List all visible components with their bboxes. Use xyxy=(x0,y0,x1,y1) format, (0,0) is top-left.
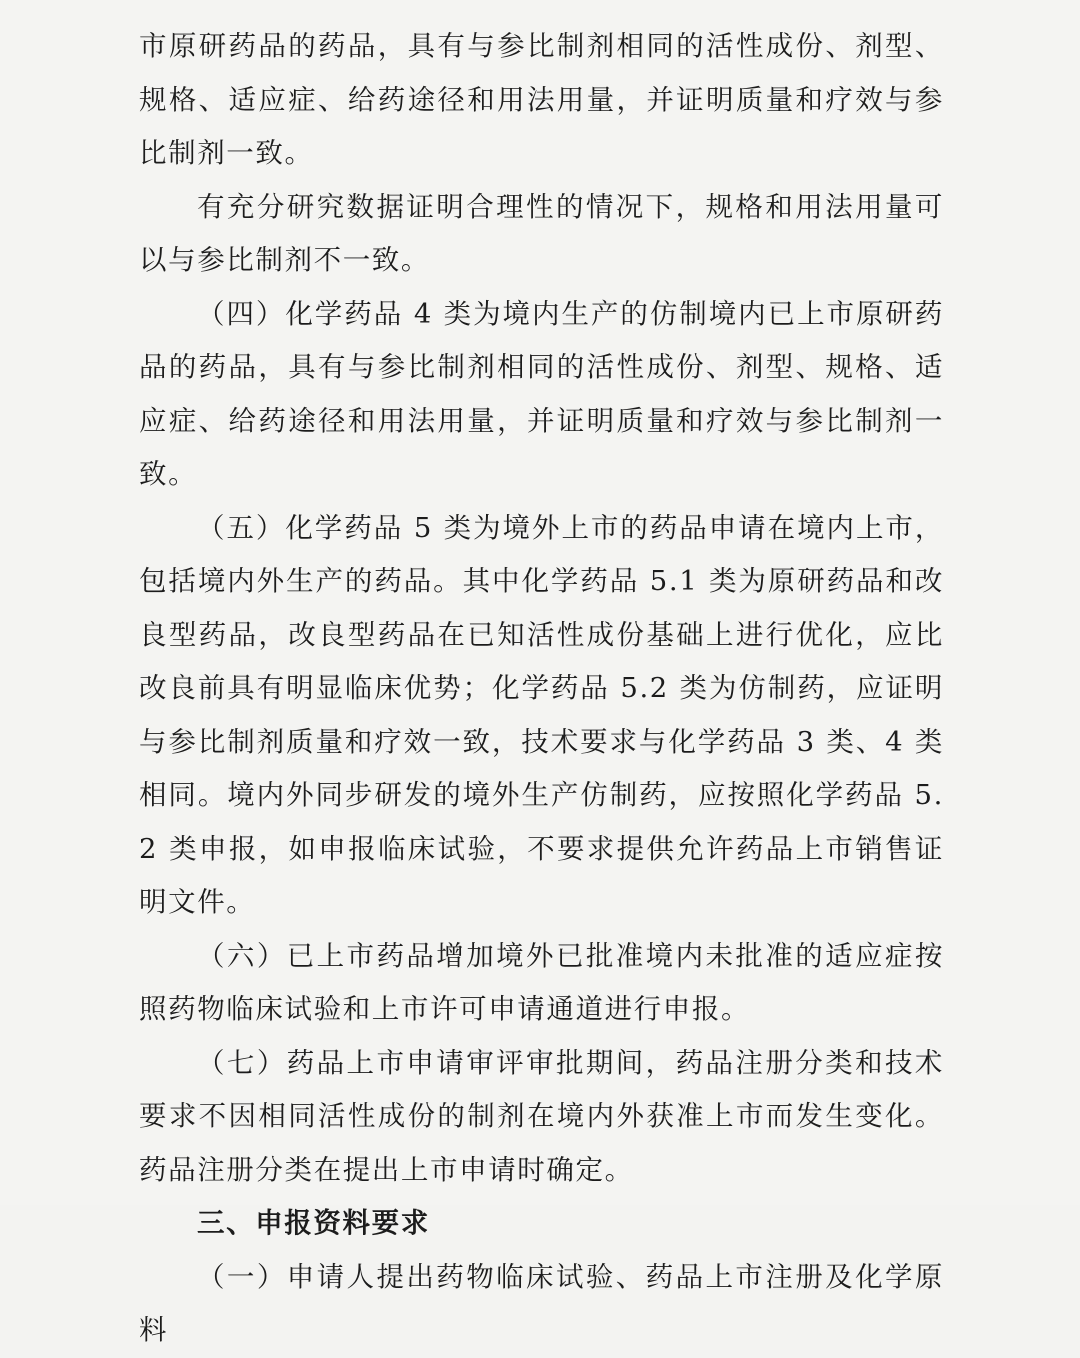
document-body xyxy=(139,20,944,1358)
section-heading: 三、申报资料要求 xyxy=(197,1207,430,1239)
paragraph-item-seven: （七）药品上市申请审评审批期间，药品注册分类和技术要求不因相同活性成份的制剂在境内外获准上市而发生变化。药品注册分类在提出上市申请时确定。 xyxy=(139,1046,944,1186)
paragraph-item-one: （一）申请人提出药物临床试验、药品上市注册及化学原料 xyxy=(139,1260,944,1346)
paragraph-item-four: （四）化学药品 4 类为境内生产的仿制境内已上市原研药品的药品，具有与参比制剂相同的活性成份、剂型、规格、适应症、给药途径和用法用量，并证明质量和疗效与参比制剂一致。 xyxy=(139,297,944,490)
paragraph-reasonable: 有充分研究数据证明合理性的情况下，规格和用法用量可以与参比制剂不一致。 xyxy=(139,190,944,276)
paragraph-item-six: （六）已上市药品增加境外已批准境内未批准的适应症按照药物临床试验和上市许可申请通道进行申报。 xyxy=(139,939,944,1025)
paragraph-continued: 市原研药品的药品，具有与参比制剂相同的活性成份、剂型、规格、适应症、给药途径和用法用量，并证明质量和疗效与参比制剂一致。 xyxy=(139,30,944,169)
paragraph-item-five: （五）化学药品 5 类为境外上市的药品申请在境内上市，包括境内外生产的药品。其中化学药品 5.1 类为原研药品和改良型药品，改良型药品在已知活性成份基础上进行优化，应比改良前具有明显临床优势；化学药品 5.2 类为仿制药，应证明与参比制剂质量和疗效一致，技术要求与化学药品 3 类、4 类相同。境内外同步研发的境外生产仿制药，应按照化学药品 5.2 类申报，如申报临床试验，不要求提供允许药品上市销售证明文件。 xyxy=(139,511,944,918)
